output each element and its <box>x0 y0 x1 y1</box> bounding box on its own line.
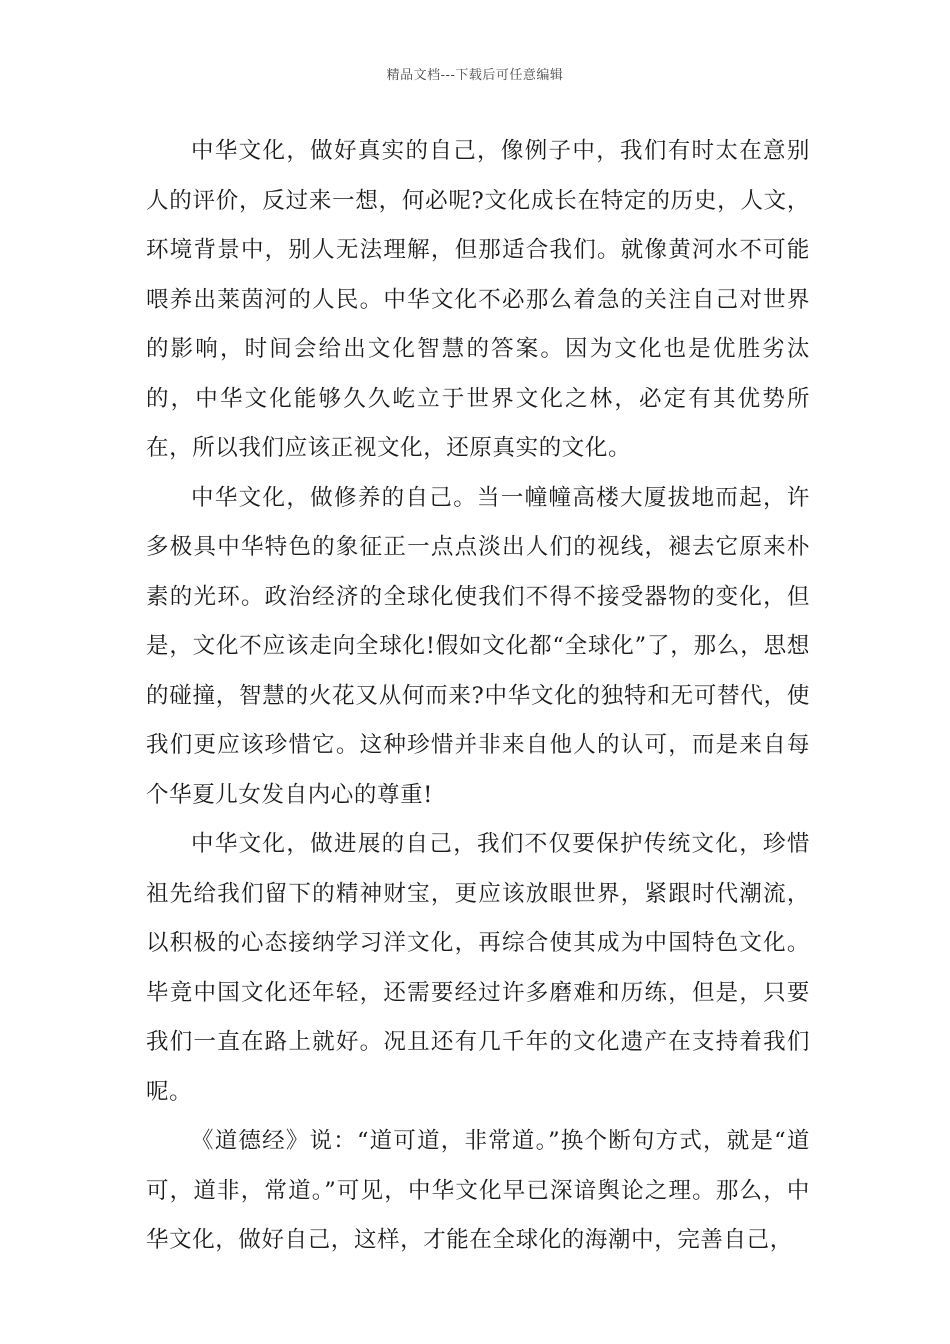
page-header: 精品文档---下载后可任意编辑 <box>386 68 564 83</box>
paragraph-daodejing: 《道德经》说：“道可道，非常道。”换个断句方式，就是“道可，道非，常道。”可见，中华文化早已深谙舆论之理。那么，中华文化，做好自己，这样，才能在全球化的海潮中，完善自己， <box>146 1128 810 1253</box>
paragraph-cultivated-self: 中华文化，做修养的自己。当一幢幢高楼大厦拔地而起，许多极具中华特色的象征正一点点淡出人们的视线，褪去它原来朴素的光环。政治经济的全球化使我们不得不接受器物的变化，但是，文化不应该走向全球化!假如文化都“全球化”了，那么，思想的碰撞，智慧的火花又从何而来?中华文化的独特和无可替代，使我们更应该珍惜它。这种珍惜并非来自他人的认可，而是来自每个华夏儿女发自内心的尊重! <box>146 484 810 808</box>
paragraph-authentic-self: 中华文化，做好真实的自己，像例子中，我们有时太在意别人的评价，反过来一想，何必呢?文化成长在特定的历史，人文，环境背景中，别人无法理解，但那适合我们。就像黄河水不可能喂养出莱茵河的人民。中华文化不必那么着急的关注自己对世界的影响，时间会给出文化智慧的答案。因为文化也是优胜劣汰的，中华文化能够久久屹立于世界文化之林，必定有其优势所在，所以我们应该正视文化，还原真实的文化。 <box>146 138 810 461</box>
document-body <box>146 127 810 1266</box>
paragraph-progressing-self: 中华文化，做进展的自己，我们不仅要保护传统文化，珍惜祖先给我们留下的精神财宝，更应该放眼世界，紧跟时代潮流，以积极的心态接纳学习洋文化，再综合使其成为中国特色文化。毕竟中国文化还年轻，还需要经过许多磨难和历练，但是，只要我们一直在路上就好。况且还有几千年的文化遗产在支持着我们呢。 <box>146 831 810 1105</box>
